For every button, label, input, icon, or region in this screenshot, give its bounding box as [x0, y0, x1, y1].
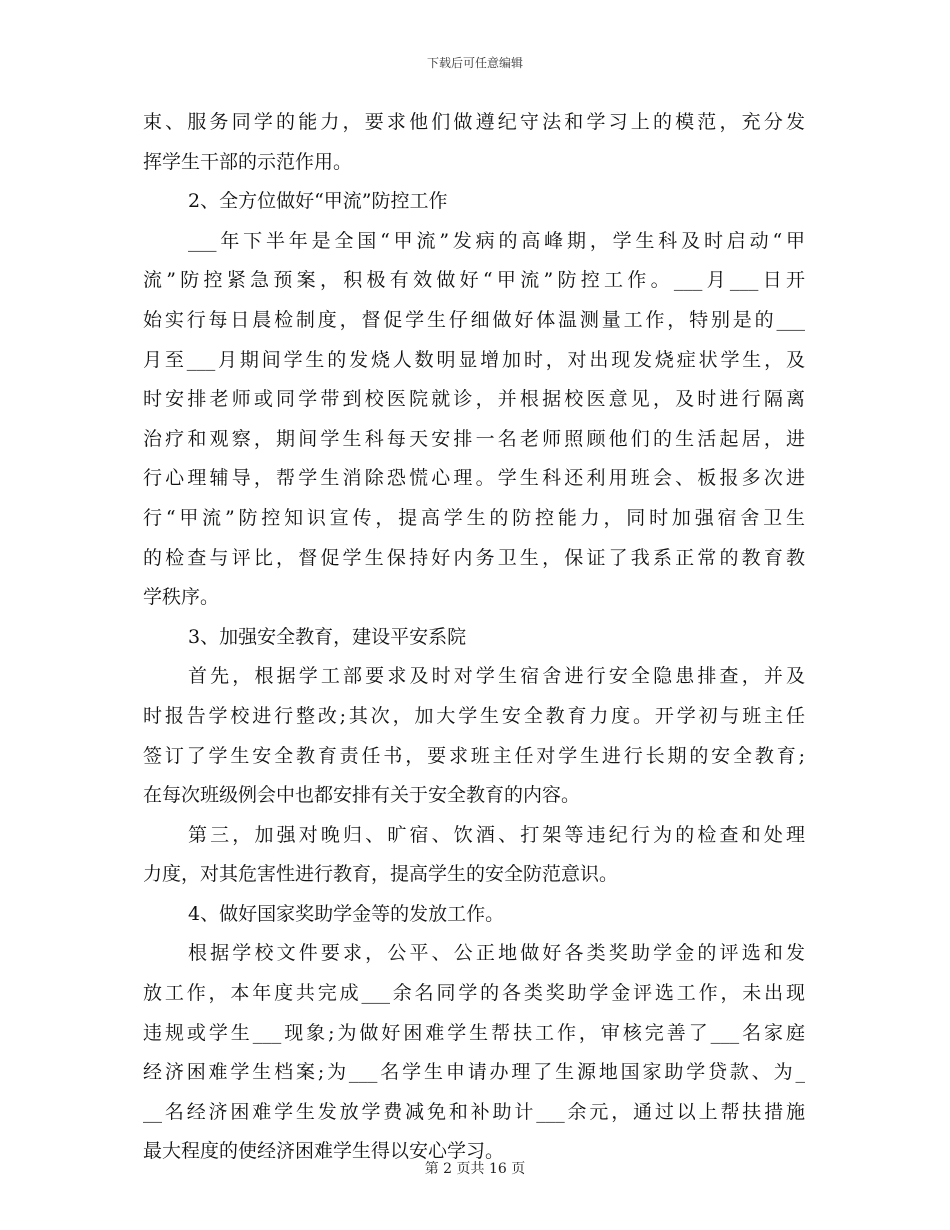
text-line: 束、服务同学的能力，要求他们做遵纪守法和学习上的模范，充分发 [143, 111, 805, 133]
text-line: 始实行每日晨检制度，督促学生仔细做好体温测量工作，特别是的___ [143, 308, 805, 331]
text-line: 的检查与评比，督促学生保持好内务卫生，保证了我系正常的教育教 [143, 546, 805, 569]
text-line: 经济困难学生档案;为___名学生申请办理了生源地国家助学贷款、为_ [143, 1061, 805, 1084]
text-line: 2、全方位做好“甲流”防控工作 [188, 190, 448, 213]
text-line: 放工作，本年度共完成___余名同学的各类奖助学金评选工作，未出现 [143, 982, 805, 1005]
text-line: 第三，加强对晚归、旷宿、饮酒、打架等违纪行为的检查和处理 [188, 823, 805, 846]
text-line: 在每次班级例会中也都安排有关于安全教育的内容。 [143, 784, 581, 807]
text-line: 学秩序。 [143, 586, 220, 609]
text-line: 挥学生干部的示范作用。 [143, 150, 353, 173]
text-line: 治疗和观察，期间学生科每天安排一名老师照顾他们的生活起居，进 [143, 427, 805, 450]
page-footer: 第 2 页共 16 页 [424, 1161, 526, 1177]
text-line: 根据学校文件要求，公平、公正地做好各类奖助学金的评选和发 [188, 942, 805, 965]
text-line: 3、加强安全教育，建设平安系院 [188, 625, 467, 648]
text-line: 首先，根据学工部要求及时对学生宿舍进行安全隐患排查，并及 [188, 665, 805, 688]
document-body [143, 103, 805, 1172]
text-line: 行“甲流”防控知识宣传，提高学生的防控能力，同时加强宿舍卫生 [143, 506, 805, 529]
text-line: 最大程度的使经济困难学生得以安心学习。 [143, 1140, 505, 1163]
text-line: ___年下半年是全国“甲流”发病的高峰期，学生科及时启动“甲 [188, 229, 805, 252]
text-line: 签订了学生安全教育责任书，要求班主任对学生进行长期的安全教育; [143, 744, 805, 767]
text-line: 行心理辅导，帮学生消除恐慌心理。学生科还利用班会、板报多次进 [143, 467, 805, 490]
text-line: 时安排老师或同学带到校医院就诊，并根据校医意见，及时进行隔离 [143, 388, 805, 411]
text-line: 时报告学校进行整改;其次，加大学生安全教育力度。开学初与班主任 [143, 704, 805, 727]
text-line: 违规或学生___现象;为做好困难学生帮扶工作，审核完善了___名家庭 [143, 1021, 805, 1044]
text-line: 月至___月期间学生的发烧人数明显增加时，对出现发烧症状学生，及 [143, 348, 805, 371]
text-line: 4、做好国家奖助学金等的发放工作。 [188, 902, 505, 925]
page-header: 下载后可任意编辑 [426, 56, 523, 70]
text-line: __名经济困难学生发放学费减免和补助计___余元，通过以上帮扶措施 [143, 1100, 805, 1123]
text-line: 流”防控紧急预案，积极有效做好“甲流”防控工作。___月___日开 [143, 269, 805, 292]
text-line: 力度，对其危害性进行教育，提高学生的安全防范意识。 [143, 863, 619, 886]
